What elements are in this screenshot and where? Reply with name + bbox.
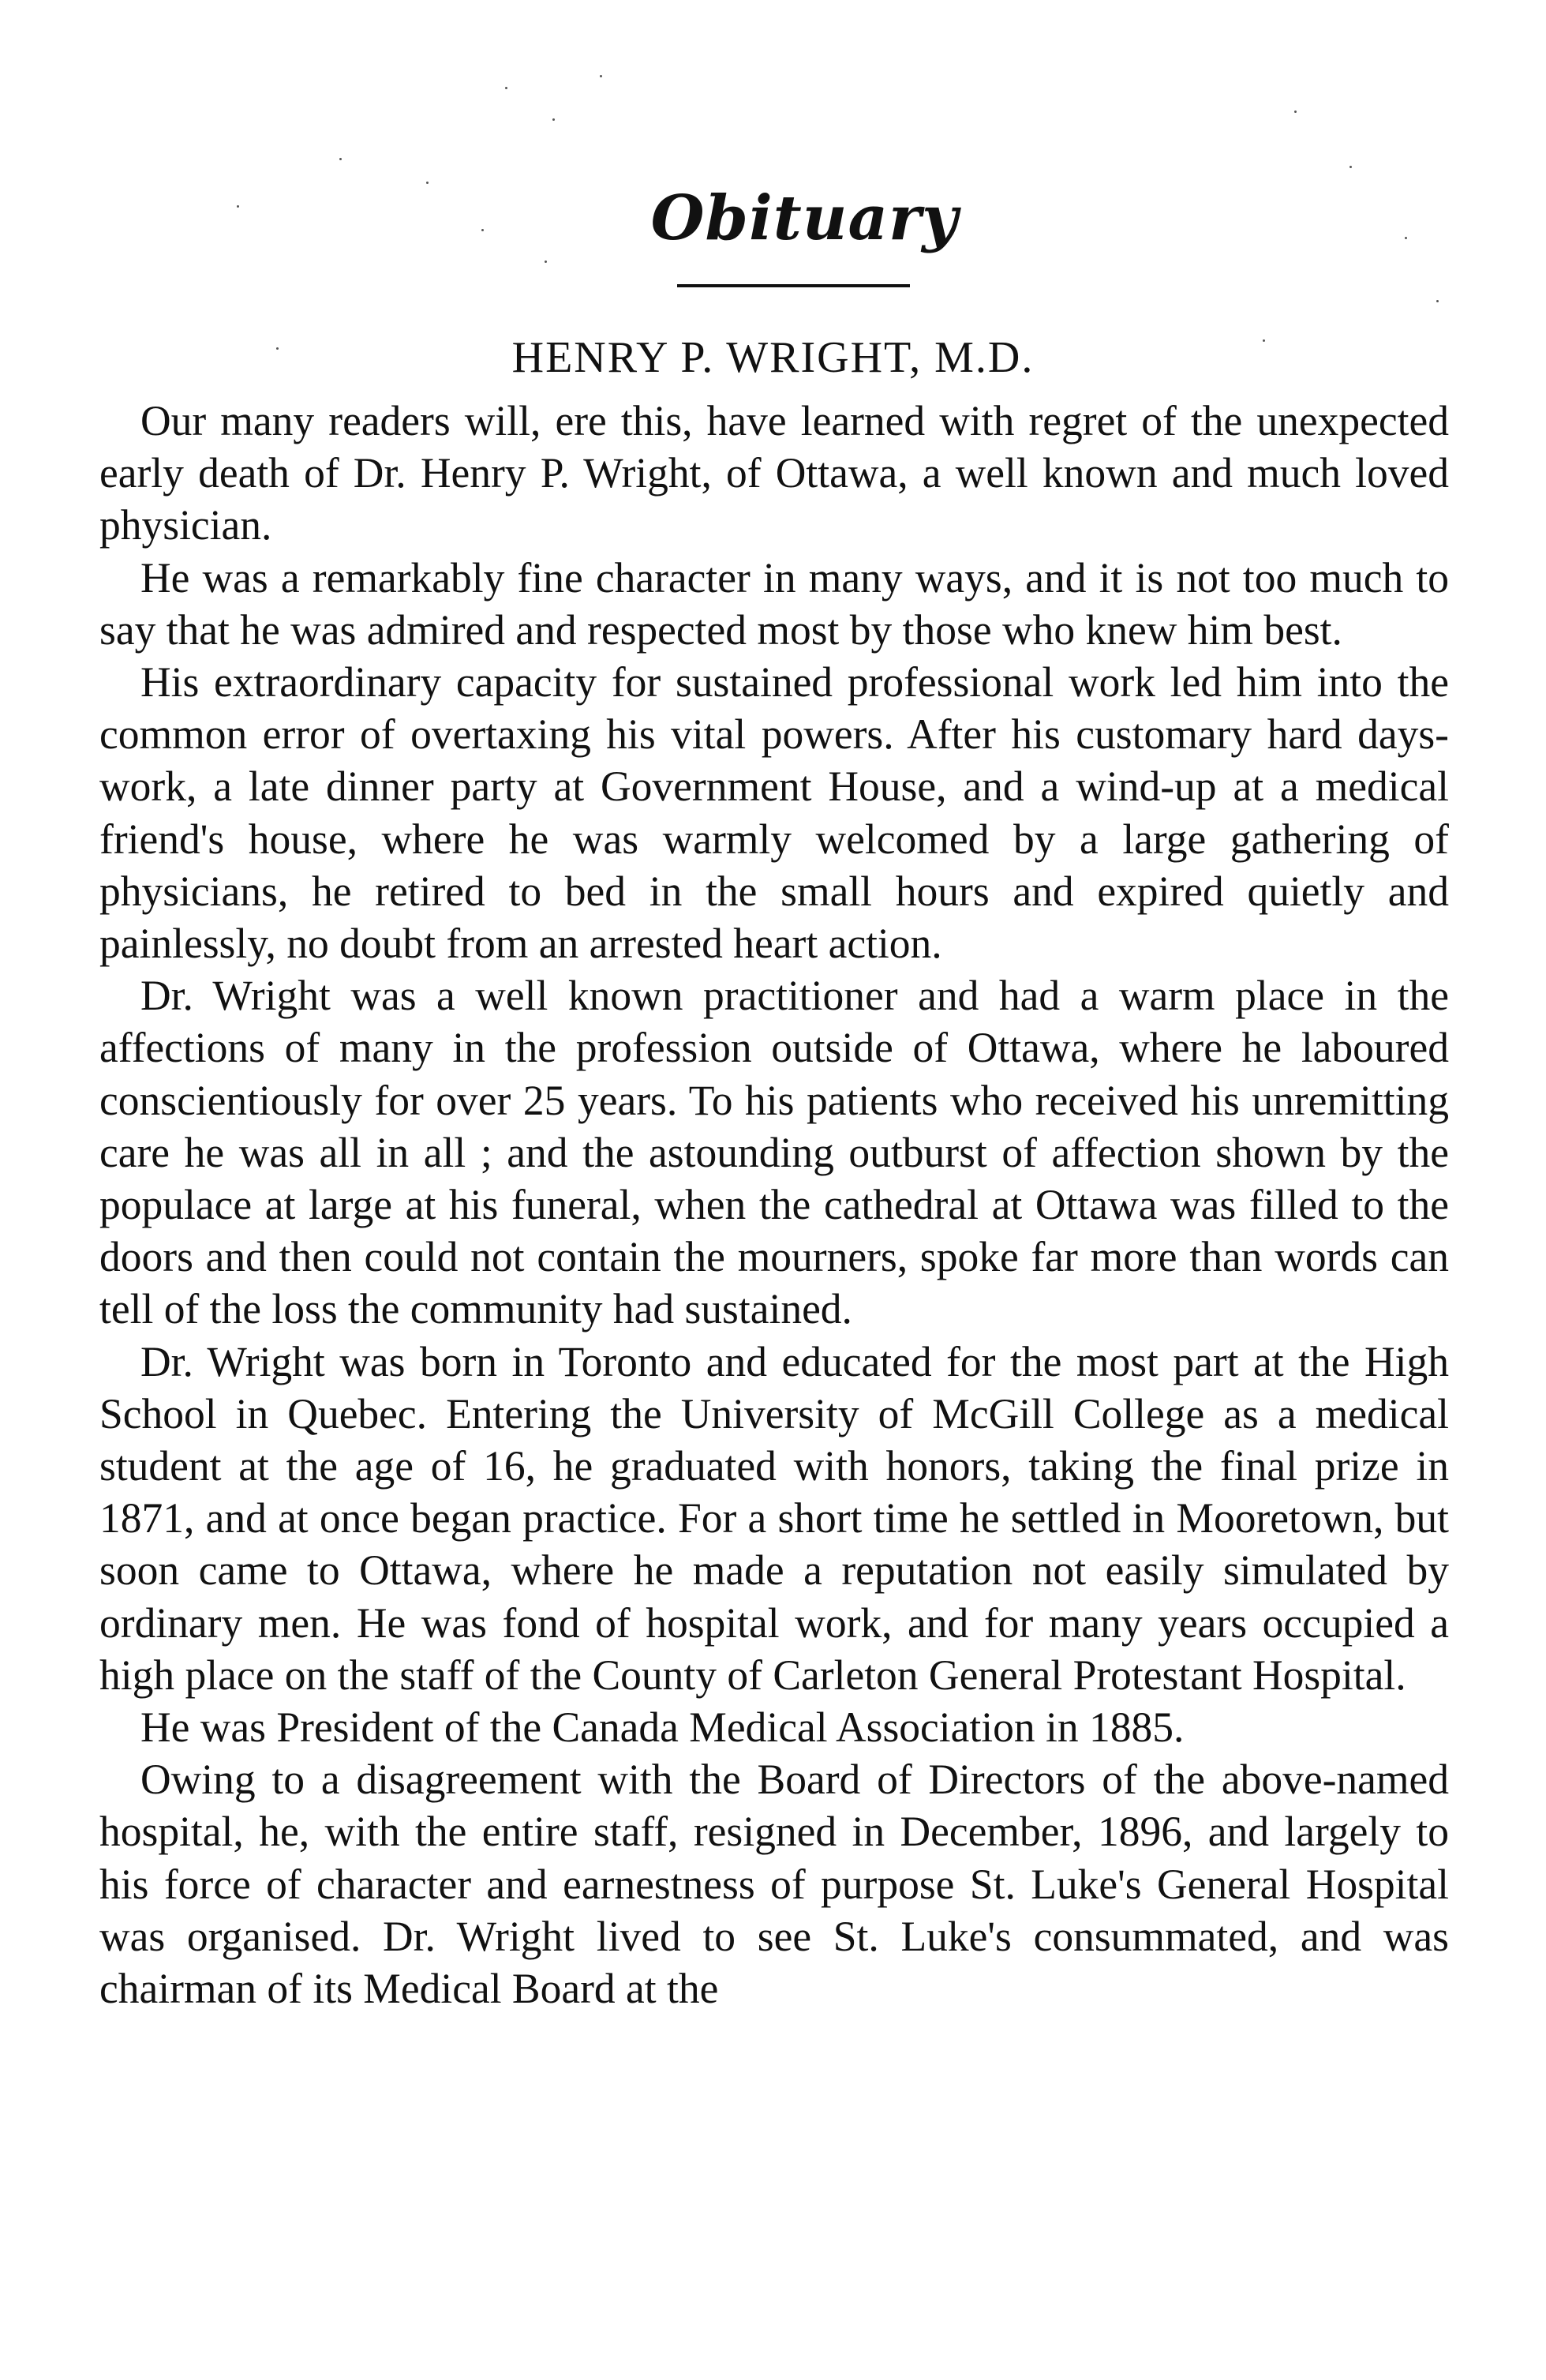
subject-name: HENRY P. WRIGHT, M.D. [511,333,1035,382]
paragraph: Our many readers will, ere this, have learned with regret of the unexpected early death of Dr. Henry P. Wright, of Ottawa, a well known and much loved physician. [99,397,1449,549]
scan-speck [1263,339,1265,342]
scan-speck [237,205,239,208]
scan-speck [426,182,429,184]
scan-speck [339,158,342,160]
paragraph: He was a remarkably fine character in many ways, and it is not too much to say that he was admired and respected most by those who knew him best. [99,553,1449,654]
paragraph: Dr. Wright was born in Toronto and educated for the most part at the High School in Quebec. Entering the University of McGill College as a medical student at the age of 16, he graduated with honors, taking the final prize in 1871, and at once began practice. For a short time he settled in Mooretown, but soon came to Ottawa, where he made a reputation not easily simulated by ordinary men. He was fond of hospital work, and for many years occupied a high place on the staff of the County of Carleton General Protestant Hospital. [99,1337,1449,1699]
scan-speck [1405,237,1407,239]
paragraph: Owing to a disagreement with the Board of Directors of the above-named hospital, he, with the entire staff, resigned in December, 1896, and largely to his force of character and earnestness of purpose St. Luke's General Hospital was organised. Dr. Wright lived to see St. Luke's consummated, and was chairman of its Medical Board at the [99,1756,1449,2013]
paragraph: His extraordinary capacity for sustained professional work led him into the common error of overtaxing his vital powers. After his customary hard days-work, a late dinner party at Government House, and a wind-up at a medical friend's house, where he was warmly welcomed by a large gathering of physicians, he retired to bed in the small hours and expired quietly and painlessly, no doubt from an arrested heart action. [99,658,1449,968]
scan-speck [276,347,279,350]
scan-speck [552,118,555,121]
heading-rule [677,284,910,287]
scan-speck [1349,166,1352,168]
scan-speck [505,87,507,89]
scan-speck [1436,300,1439,302]
scan-speck [1294,111,1297,113]
obituary-body [99,395,1449,2015]
paragraph: Dr. Wright was a well known practitioner and had a warm place in the affections of many in the profession outside of Ottawa, where he laboured conscientiously for over 25 years. To his patients who received his unremitting care he was all in all ; and the astounding outburst of affection shown by the populace at large at his funeral, when the cathedral at Ottawa was filled to the doors and then could not contain the mourners, spoke far more than words can tell of the loss the community had sustained. [99,972,1449,1333]
scan-speck [600,75,602,77]
paragraph: He was President of the Canada Medical Association in 1885. [140,1703,1185,1752]
obituary-heading: Obituary [650,182,959,254]
scan-speck [481,229,484,231]
scan-speck [545,260,547,263]
